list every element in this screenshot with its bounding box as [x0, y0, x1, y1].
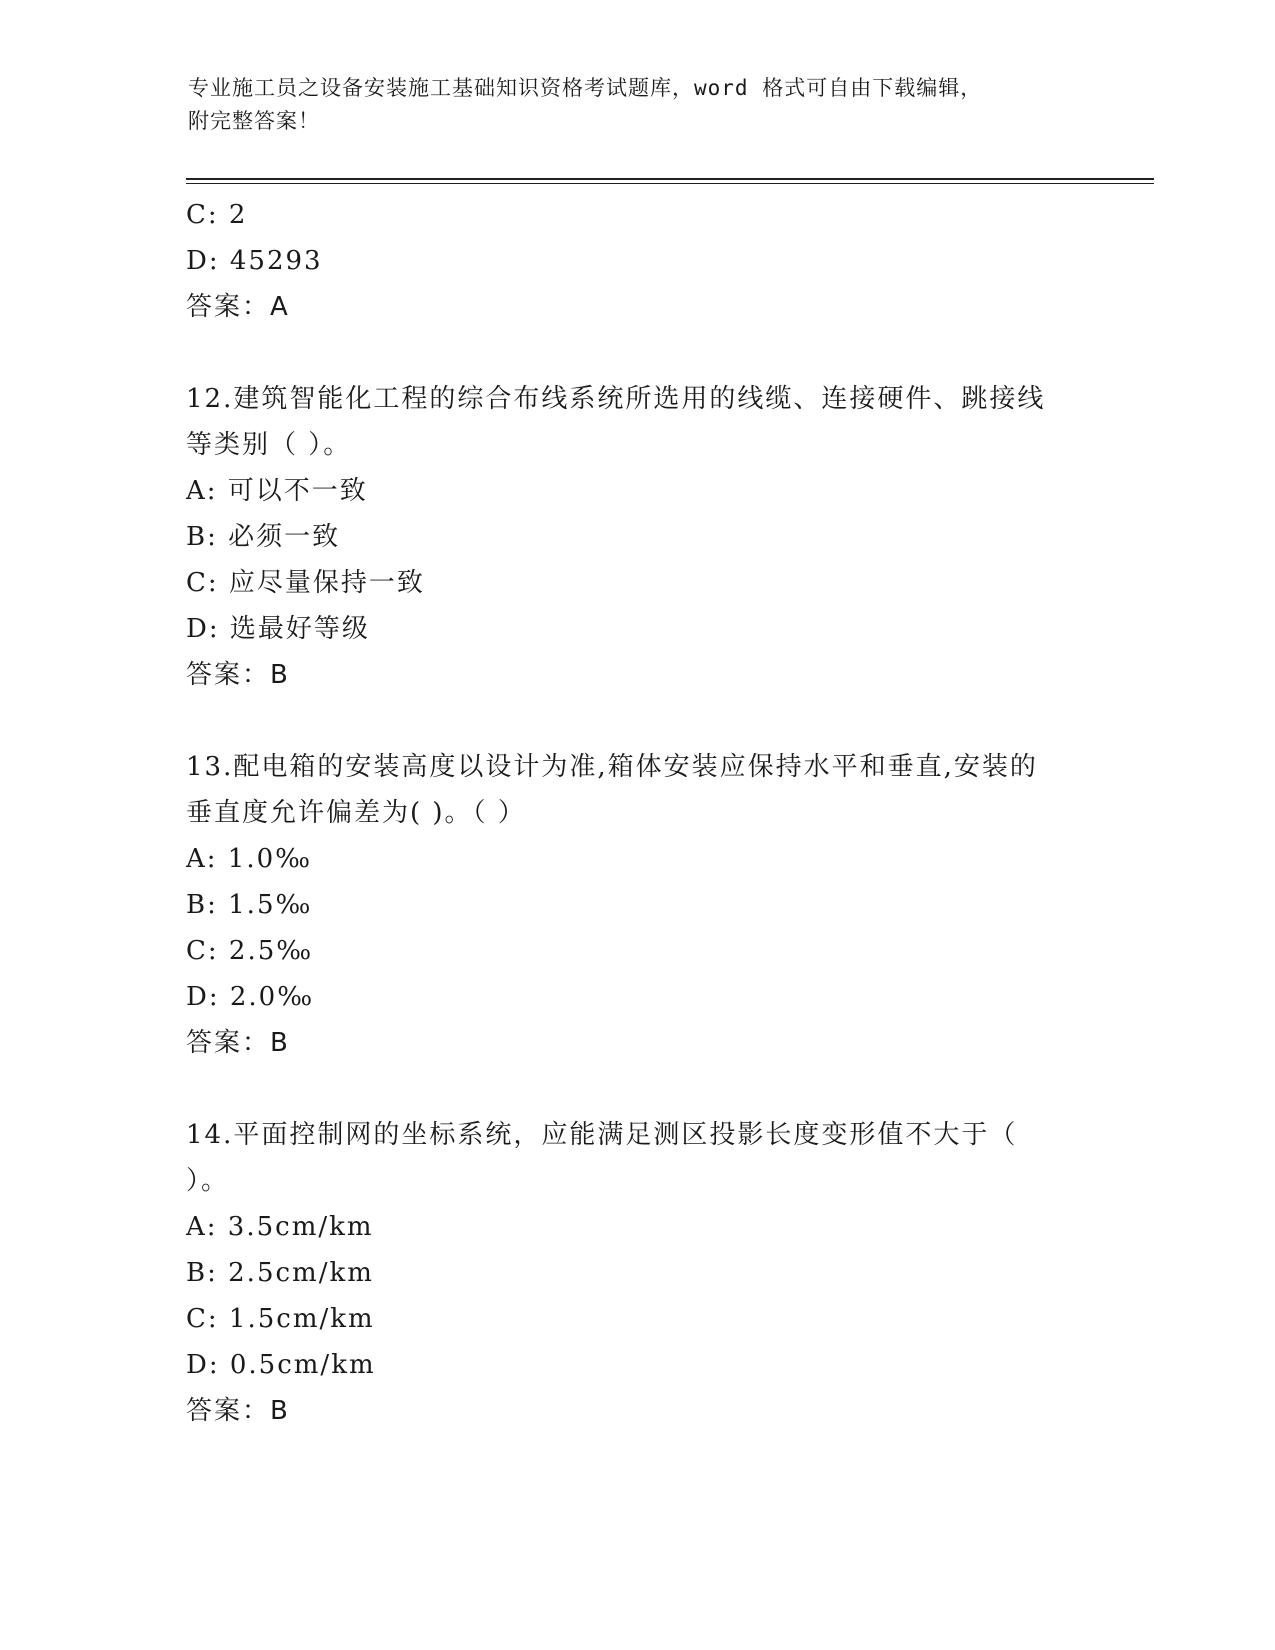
answer-line: 答案：A [186, 292, 290, 322]
option-c: C: 2 [186, 200, 248, 230]
question-stem-line-2: ）。 [186, 1166, 230, 1196]
option-c: C: 1.5cm/km [186, 1304, 375, 1334]
question-stem-line-2: 等类别（ ）。 [186, 430, 352, 460]
answer-line: 答案：B [186, 1396, 290, 1426]
header-line-2: 附完整答案！ [188, 109, 320, 133]
header-line-1: 专业施工员之设备安装施工基础知识资格考试题库，word 格式可自由下载编辑， [188, 76, 983, 100]
option-c: C: 应尽量保持一致 [186, 568, 425, 598]
question-11-tail [186, 192, 1086, 330]
question-stem-line-1: 13.配电箱的安装高度以设计为准,箱体安装应保持水平和垂直,安装的 [186, 752, 1038, 782]
option-a: A: 3.5cm/km [186, 1212, 374, 1242]
option-d: D: 45293 [186, 246, 323, 276]
header-rule-thick [186, 178, 1154, 180]
question-13 [186, 744, 1086, 1066]
option-a: A: 1.0‰ [186, 844, 313, 874]
option-b: B: 2.5cm/km [186, 1258, 374, 1288]
question-12 [186, 376, 1086, 698]
question-content [186, 192, 1086, 1434]
option-d: D: 0.5cm/km [186, 1350, 376, 1380]
question-stem-line-2: 垂直度允许偏差为( )。（ ） [186, 798, 526, 828]
question-14 [186, 1112, 1086, 1434]
option-b: B: 1.5‰ [186, 890, 313, 920]
answer-line: 答案：B [186, 660, 290, 690]
option-b: B: 必须一致 [186, 522, 341, 552]
option-d: D: 2.0‰ [186, 982, 315, 1012]
question-stem-line-1: 14.平面控制网的坐标系统，应能满足测区投影长度变形值不大于（ [186, 1120, 1018, 1150]
answer-line: 答案：B [186, 1028, 290, 1058]
option-c: C: 2.5‰ [186, 936, 314, 966]
document-header [188, 72, 1068, 138]
header-rule-thin [186, 183, 1154, 184]
question-stem-line-1: 12.建筑智能化工程的综合布线系统所选用的线缆、连接硬件、跳接线 [186, 384, 1046, 414]
option-a: A: 可以不一致 [186, 476, 368, 506]
option-d: D: 选最好等级 [186, 614, 370, 644]
